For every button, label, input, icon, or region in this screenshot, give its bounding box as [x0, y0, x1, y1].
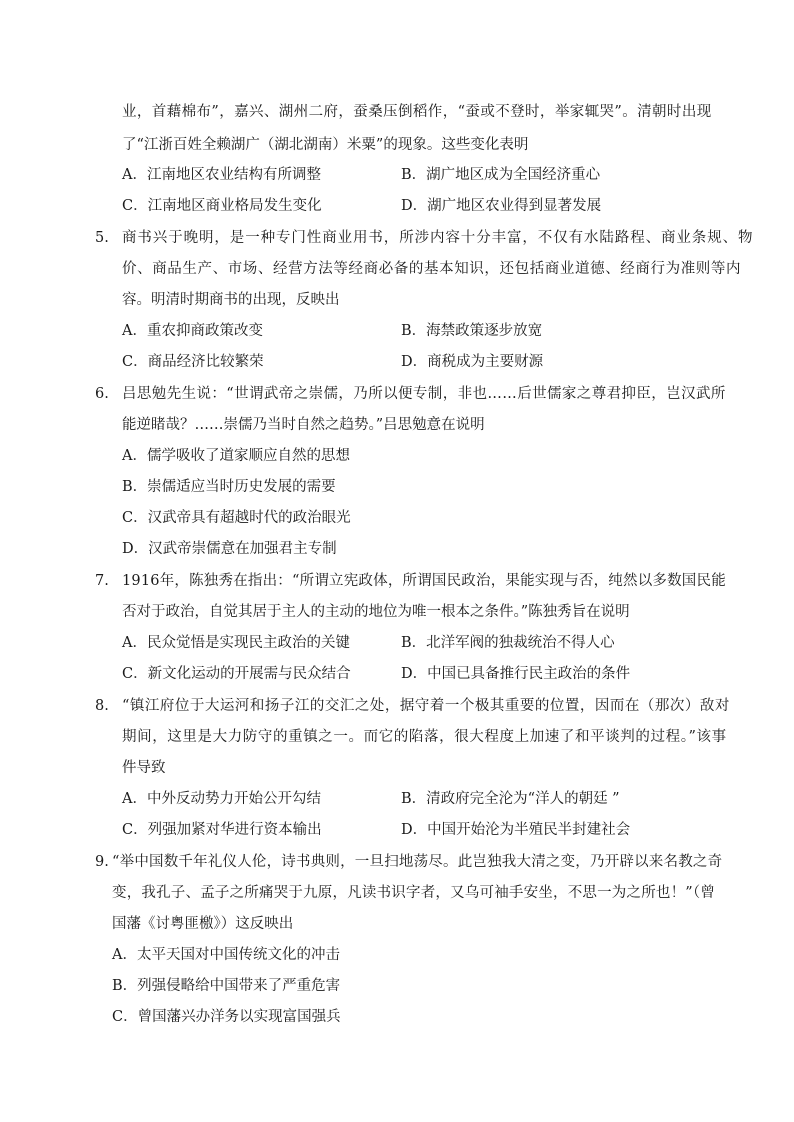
- q6-number: 6.: [95, 386, 109, 402]
- q9-line-3: 国藩《讨粤匪檄》）这反映出: [112, 916, 294, 932]
- q8-line-2: 期间，这里是大力防守的重镇之一。而它的陷落，很大程度上加速了和平谈判的过程。”该事: [122, 729, 727, 745]
- q6-option-b[interactable]: B．崇儒适应当时历史发展的需要: [122, 479, 336, 495]
- q5-line-3: 容。明清时期商书的出现，反映出: [122, 292, 340, 308]
- q5-option-b[interactable]: B．海禁政策逐步放宽: [401, 323, 543, 339]
- q6-line-2: 能逆睹哉？……崇儒乃当时自然之趋势。”吕思勉意在说明: [122, 417, 485, 433]
- q8-option-a[interactable]: A．中外反动势力开始公开勾结: [122, 791, 321, 807]
- q6-option-a[interactable]: A．儒学吸收了道家顺应自然的思想: [122, 448, 350, 464]
- q5-option-c[interactable]: C．商品经济比较繁荣: [122, 354, 264, 370]
- q6-option-d[interactable]: D．汉武帝崇儒意在加强君主专制: [122, 541, 337, 557]
- q9-option-b[interactable]: B．列强侵略给中国带来了严重危害: [112, 978, 341, 994]
- q8-line-1: “镇江府位于大运河和扬子江的交汇之处，据守着一个极其重要的位置，因而在（那次）敌对: [122, 698, 730, 714]
- q8-line-3: 件导致: [122, 760, 166, 776]
- q7-line-1: 1916年，陈独秀在指出：“所谓立宪政体，所谓国民政治，果能实现与否，纯然以多数国民能: [122, 573, 726, 589]
- q8-option-b[interactable]: B．清政府完全沦为“洋人的朝廷 ”: [401, 791, 620, 807]
- q7-option-c[interactable]: C．新文化运动的开展需与民众结合: [122, 666, 351, 682]
- q5-number: 5.: [95, 230, 109, 246]
- q8-number: 8.: [95, 698, 109, 714]
- q9-line-1: “举中国数千年礼仪人伦，诗书典则，一旦扫地荡尽。此岂独我大清之变，乃开辟以来名教之奇: [112, 854, 723, 870]
- q8-option-c[interactable]: C．列强加紧对华进行资本输出: [122, 822, 322, 838]
- q5-option-a[interactable]: A．重农抑商政策改变: [122, 323, 263, 339]
- q7-number: 7.: [95, 573, 109, 589]
- q6-line-1: 吕思勉先生说：“世谓武帝之崇儒，乃所以便专制，非也……后世儒家之尊君抑臣，岂汉武所: [122, 386, 726, 402]
- q9-line-2: 变，我孔子、孟子之所痛哭于九原，凡读书识字者，又乌可袖手安坐，不思一为之所也！”（曾: [112, 885, 716, 901]
- q7-option-d[interactable]: D．中国已具备推行民主政治的条件: [401, 666, 631, 682]
- q6-option-c[interactable]: C．汉武帝具有超越时代的政治眼光: [122, 510, 351, 526]
- q4-option-d[interactable]: D．湖广地区农业得到显著发展: [401, 198, 602, 214]
- q5-option-d[interactable]: D．商税成为主要财源: [401, 354, 544, 370]
- q9-option-a[interactable]: A．太平天国对中国传统文化的冲击: [112, 947, 340, 963]
- q4-option-c[interactable]: C．江南地区商业格局发生变化: [122, 198, 322, 214]
- q4-line-1: 业，首藉棉布”，嘉兴、湖州二府，蚕桑压倒稻作，“蚕或不登时，举家辄哭”。清朝时出现: [122, 104, 712, 120]
- q4-option-a[interactable]: A．江南地区农业结构有所调整: [122, 167, 321, 183]
- q4-option-b[interactable]: B．湖广地区成为全国经济重心: [401, 167, 601, 183]
- q9-number: 9.: [95, 854, 109, 870]
- q7-line-2: 否对于政治，自觉其居于主人的主动的地位为唯一根本之条件。”陈独秀旨在说明: [122, 604, 630, 620]
- q7-option-b[interactable]: B．北洋军阀的独裁统治不得人心: [401, 635, 615, 651]
- q5-line-1: 商书兴于晚明，是一种专门性商业用书，所涉内容十分丰富，不仅有水陆路程、商业条规、物: [122, 230, 754, 246]
- q5-line-2: 价、商品生产、市场、经营方法等经商必备的基本知识，还包括商业道德、经商行为准则等内: [122, 261, 742, 277]
- q4-line-2: 了“江浙百姓全赖湖广（湖北湖南）米粟”的现象。这些变化表明: [122, 137, 529, 153]
- q8-option-d[interactable]: D．中国开始沦为半殖民半封建社会: [401, 822, 631, 838]
- q9-option-c[interactable]: C．曾国藩兴办洋务以实现富国强兵: [112, 1009, 341, 1025]
- q7-option-a[interactable]: A．民众觉悟是实现民主政治的关键: [122, 635, 350, 651]
